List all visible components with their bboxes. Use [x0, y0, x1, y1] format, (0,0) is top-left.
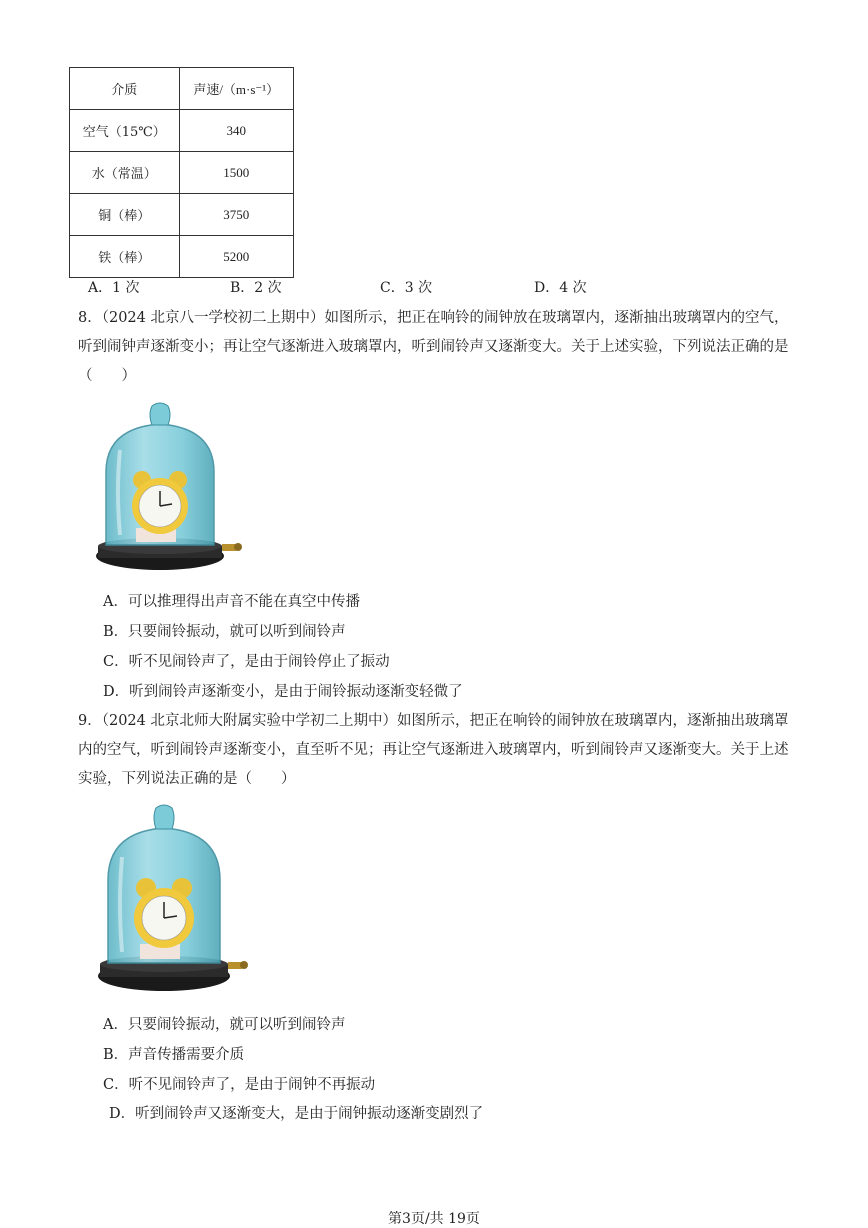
q7-option-a: A．1 次 — [88, 280, 140, 296]
table-cell: 340 — [179, 110, 293, 152]
q9-stem: 9．（2024 北京北师大附属实验中学初二上期中）如图所示，把正在响铃的闹钟放在玻璃罩内，逐渐抽出玻璃罩内的空气，听到闹铃声逐渐变小，直至听不见；再让空气逐渐进入玻璃罩内，听到闹铃声又逐渐变大。关于上述实验，下列说法正确的是（ ） — [78, 713, 789, 787]
table-row — [70, 152, 294, 194]
bell-jar-alarm-clock-figure — [92, 400, 244, 582]
q9-option-d: D．听到闹铃声又逐渐变大，是由于闹钟振动逐渐变剧烈了 — [109, 1106, 484, 1122]
page-footer: 第3页/共 19页 — [388, 1211, 480, 1227]
q9-option-b: B．声音传播需要介质 — [103, 1047, 245, 1063]
table-cell: 5200 — [179, 236, 293, 278]
q9-option-a: A．只要闹铃振动，就可以听到闹铃声 — [103, 1017, 346, 1033]
q8-option-d: D．听到闹铃声逐渐变小，是由于闹铃振动逐渐变轻微了 — [103, 684, 463, 700]
table-header-cell: 介质 — [70, 68, 180, 110]
q8-option-b: B．只要闹铃振动，就可以听到闹铃声 — [103, 624, 346, 640]
table-cell: 铜（棒） — [70, 194, 180, 236]
q8-option-c: C．听不见闹铃声了，是由于闹铃停止了振动 — [103, 654, 390, 670]
q7-option-d: D．4 次 — [534, 280, 587, 296]
table-row — [70, 110, 294, 152]
table-cell: 1500 — [179, 152, 293, 194]
sound-speed-table — [69, 67, 294, 278]
q7-options — [88, 277, 788, 297]
table-cell: 铁（棒） — [70, 236, 180, 278]
q8-option-a: A．可以推理得出声音不能在真空中传播 — [103, 594, 360, 610]
q7-option-b: B．2 次 — [230, 280, 282, 296]
q8-stem: 8．（2024 北京八一学校初二上期中）如图所示，把正在响铃的闹钟放在玻璃罩内，逐渐抽出玻璃罩内的空气，听到闹钟声逐渐变小；再让空气逐渐进入玻璃罩内，听到闹铃声又逐渐变大。关于上述实验，下列说法正确的是（ ） — [78, 310, 789, 384]
q7-option-c: C．3 次 — [380, 280, 433, 296]
table-cell: 3750 — [179, 194, 293, 236]
table-row — [70, 236, 294, 278]
q9-option-c: C．听不见闹铃声了，是由于闹钟不再振动 — [103, 1077, 376, 1093]
table-row — [70, 194, 294, 236]
table-header-cell: 声速/（m·s⁻¹） — [179, 68, 293, 110]
table-cell: 水（常温） — [70, 152, 180, 194]
bell-jar-alarm-clock-figure — [94, 802, 254, 1002]
table-header-row — [70, 68, 294, 110]
table-cell: 空气（15℃） — [70, 110, 180, 152]
